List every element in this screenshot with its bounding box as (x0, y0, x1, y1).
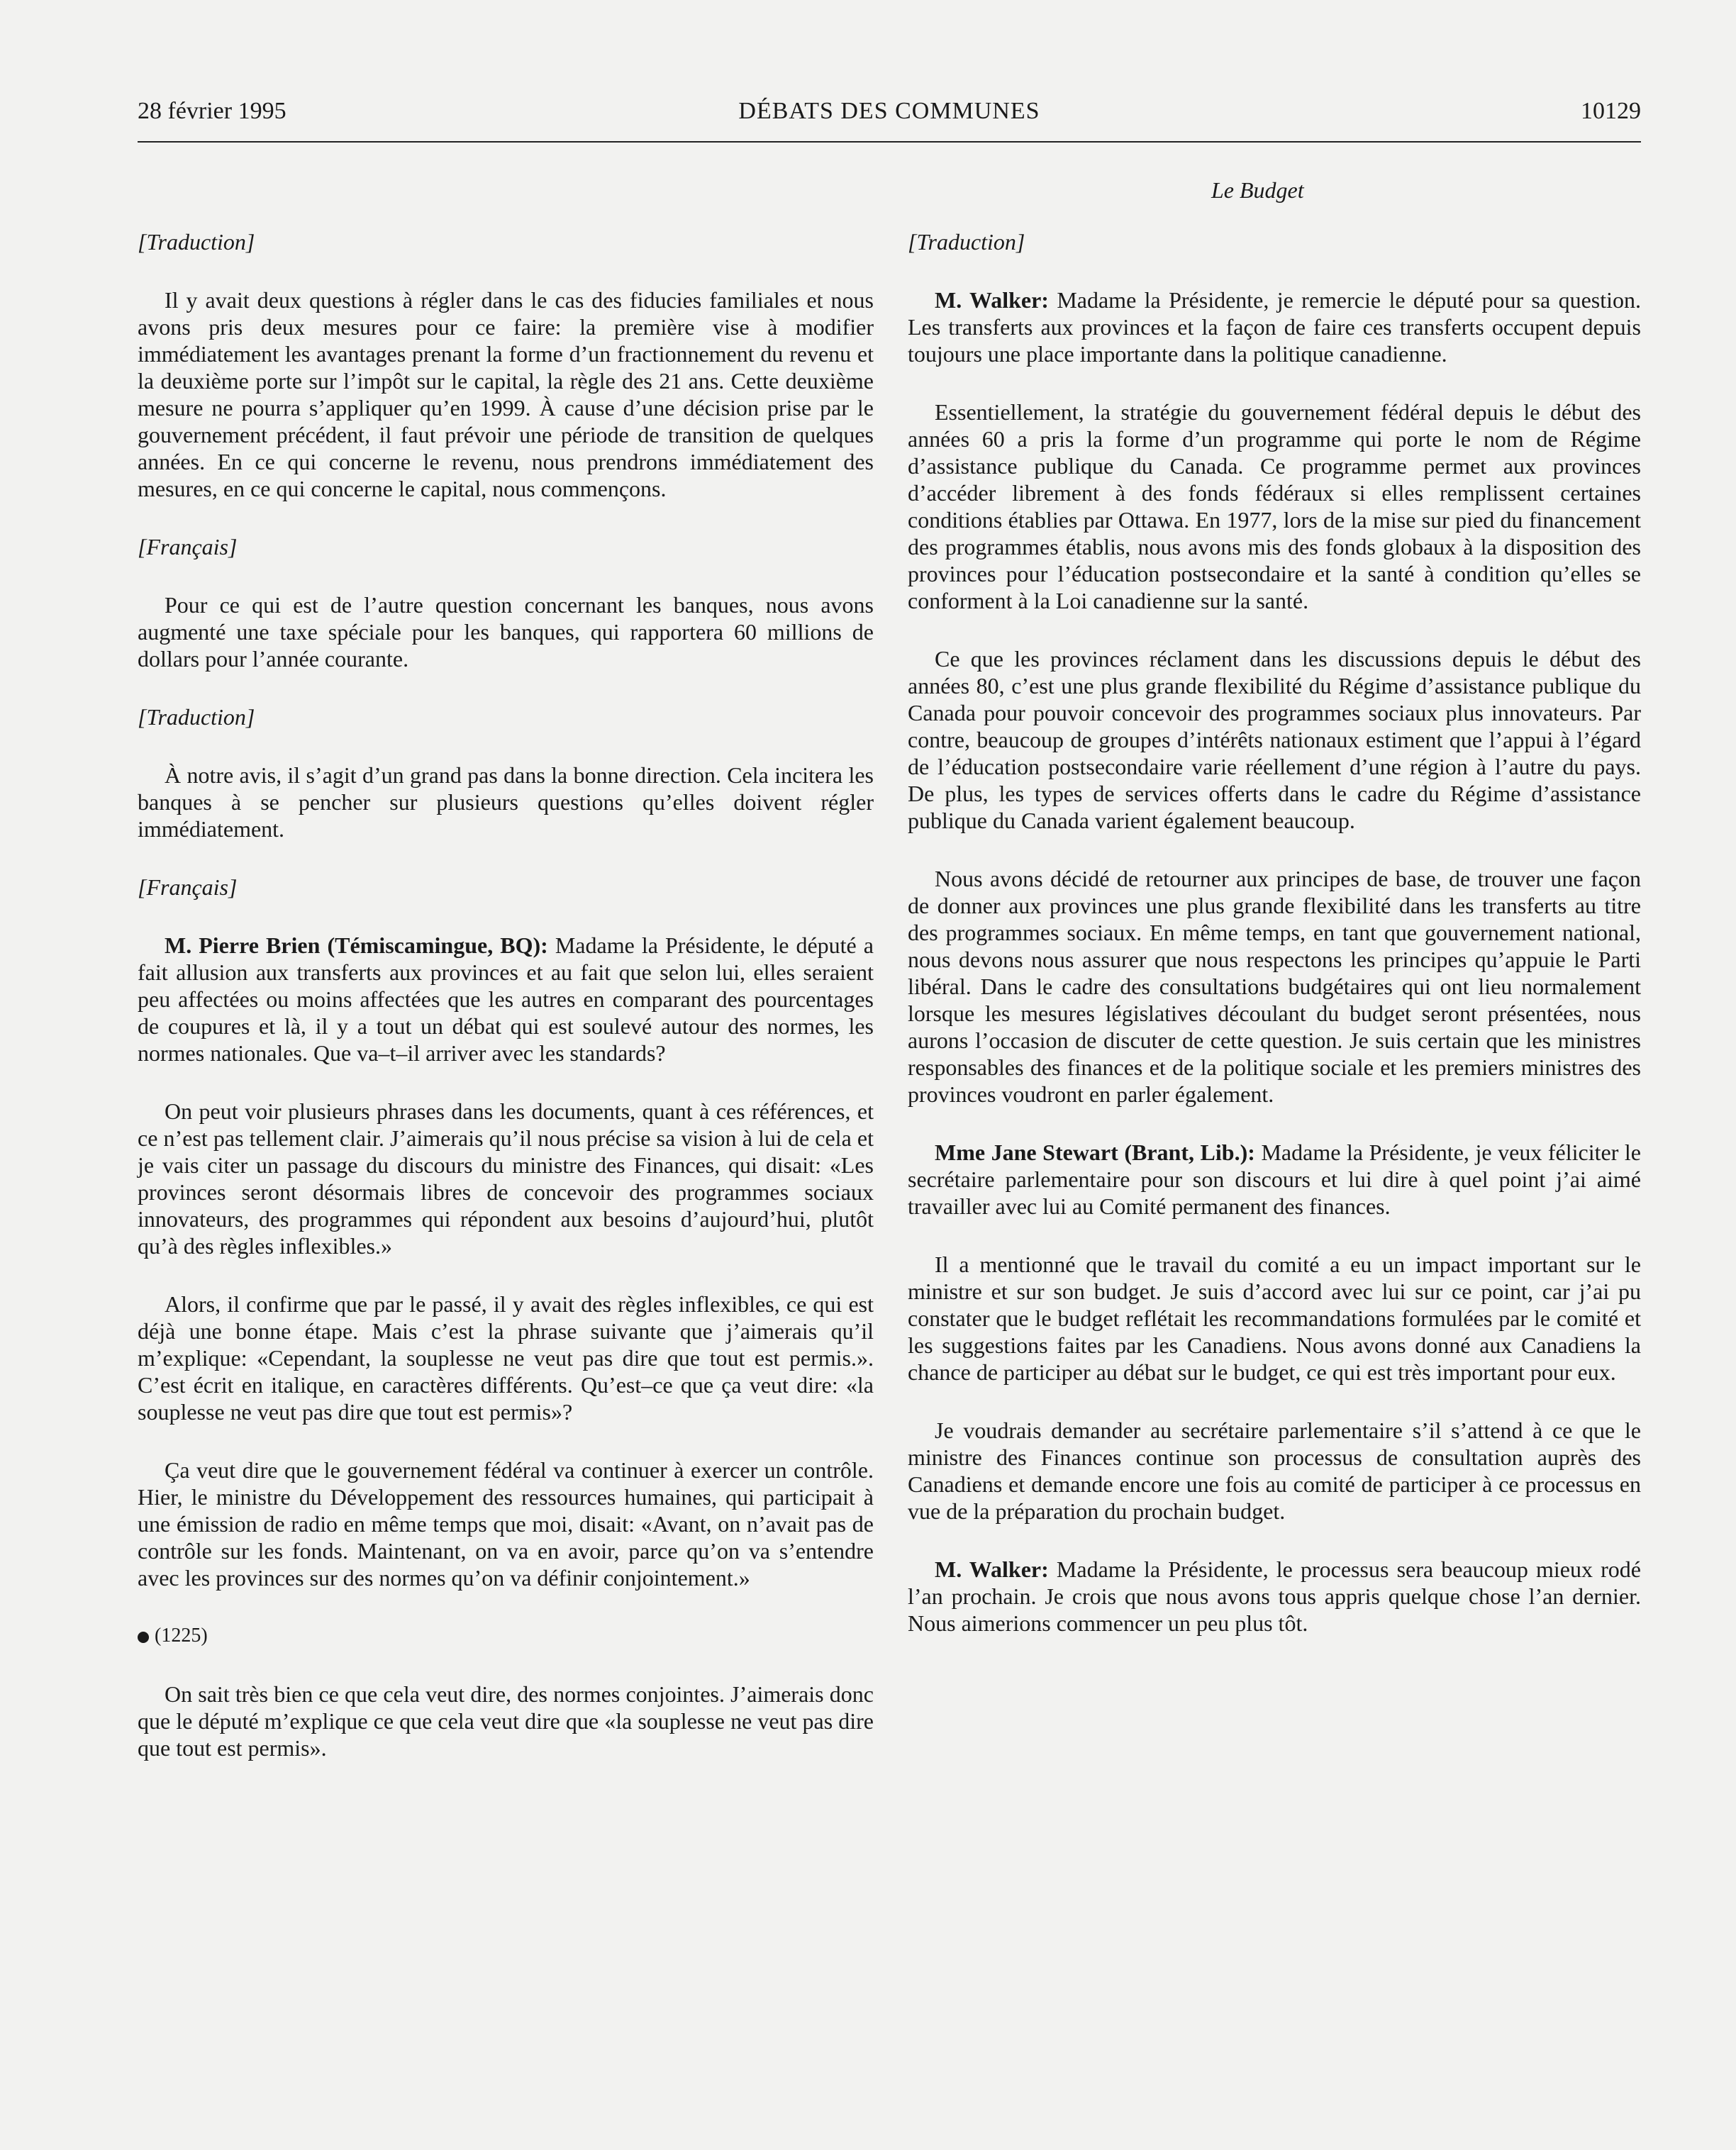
speech-paragraph (908, 1139, 1641, 1220)
speech-text: Madame la Présidente, le processus sera beaucoup mieux rodé l’an prochain. Je crois que nous avons tous appris quelque chose l’an dernier. Nous aimerions commencer un peu plus tôt. (908, 1556, 1641, 1636)
speaker-name: M. Pierre Brien (Témiscamingue, BQ): (165, 932, 548, 958)
speaker-name: M. Walker: (935, 287, 1049, 313)
body-paragraph: Il y avait deux questions à régler dans le cas des fiducies familiales et nous avons pris deux mesures pour ce faire: la première vise à modifier immédiatement les avantages prenant la forme d’un fractionnement du revenu et la deuxième porte sur l’impôt sur le capital, la règle des 21 ans. Cette deuxième mesure ne pourra s’appliquer qu’en 1999. À cause d’une décision prise par le gouvernement précédent, il faut prévoir une période de transition de quelques années. En ce qui concerne le revenu, nous prendrons immédiatement des mesures, en ce qui concerne le capital, nous commençons. (138, 287, 874, 501)
header-page-number: 10129 (1581, 98, 1641, 124)
time-marker (138, 1622, 874, 1649)
body-paragraph: Alors, il confirme que par le passé, il y avait des règles inflexibles, ce qui est déjà une bonne étape. Mais c’est la phrase suivante que j’aimerais qu’il m’explique: «Cependant, la souplesse ne veut pas dire que tout est permis.». C’est écrit en italique, en caractères différents. Qu’est–ce que ça veut dire: «la souplesse ne veut pas dire que tout est permis»? (138, 1291, 874, 1425)
header-date: 28 février 1995 (138, 98, 286, 124)
body-paragraph: Ça veut dire que le gouvernement fédéral va continuer à exercer un contrôle. Hier, le ministre du Développement des ressources humaines, qui participait à une émission de radio en même temps que moi, disait: «Avant, on n’avait pas de contrôle sur les fonds. Maintenant, on va en avoir, parce qu’on va s’entendre avec les provinces sur des normes qu’on va définir conjointement.» (138, 1457, 874, 1591)
left-column (138, 228, 874, 1793)
right-column (908, 228, 1641, 1668)
right-column-heading: Le Budget (1211, 177, 1304, 203)
body-paragraph: Essentiellement, la stratégie du gouvernement fédéral depuis le début des années 60 a pris la forme d’un programme qui porte le nom de Régime d’assistance publique du Canada. Ce programme permet aux provinces d’accéder librement à des fonds fédéraux si elles remplissent certaines conditions établies par Ottawa. En 1977, lors de la mise sur pied du financement des programmes établis, nous avons mis des fonds globaux à la disposition des provinces pour l’éducation postsecondaire et la santé à condition qu’elles se conforment à la Loi canadienne sur la santé. (908, 399, 1641, 613)
language-tag: [Traduction] (908, 229, 1025, 255)
speech-text: Madame la Présidente, le député a fait allusion aux transferts aux provinces et au fait que selon lui, elles seraient peu affectées ou moins affectées que les autres en comparant des pourcentages de coupures et là, il y a tout un débat qui est soulevé autour des normes, les normes nationales. Que va–t–il arriver avec les standards? (138, 932, 874, 1066)
header-publication-title: DÉBATS DES COMMUNES (738, 98, 1040, 124)
header-rule (138, 141, 1641, 143)
bullet-icon (138, 1632, 149, 1643)
speech-paragraph (908, 286, 1641, 367)
time-marker-text: (1225) (155, 1625, 208, 1647)
language-tag: [Français] (138, 874, 238, 900)
body-paragraph: À notre avis, il s’agit d’un grand pas dans la bonne direction. Cela incitera les banques à se pencher sur plusieurs questions qu’elles doivent régler immédiatement. (138, 762, 874, 842)
speech-text: Madame la Présidente, je veux féliciter le secrétaire parlementaire pour son discours et lui dire à quel point j’ai aimé travailler avec lui au Comité permanent des finances. (908, 1140, 1642, 1219)
body-paragraph: Ce que les provinces réclament dans les discussions depuis le début des années 80, c’est une plus grande flexibilité du Régime d’assistance publique du Canada pour pouvoir concevoir des programmes sociaux plus innovateurs. Par contre, beaucoup de groupes d’intérêts nationaux estiment que l’appui à l’égard de l’éducation postsecondaire varie réellement d’une région à l’autre du pays. De plus, les types de services offerts dans le cadre du Régime d’assistance publique du Canada varient également beaucoup. (908, 646, 1641, 833)
language-tag: [Traduction] (138, 704, 255, 730)
speaker-name: M. Walker: (935, 1556, 1049, 1582)
language-tag: [Français] (138, 534, 238, 559)
body-paragraph: Je voudrais demander au secrétaire parlementaire s’il s’attend à ce que le ministre des Finances continue son processus de consultation auprès des Canadiens et demande encore une fois au comité de participer à ce processus en vue de la préparation du prochain budget. (908, 1417, 1641, 1524)
page-header (138, 98, 1641, 140)
body-paragraph: On peut voir plusieurs phrases dans les documents, quant à ces références, et ce n’est pas tellement clair. J’aimerais qu’il nous précise sa vision à lui de cela et je vais citer un passage du discours du ministre des Finances, qui disait: «Les provinces seront désormais libres de concevoir des programmes sociaux innovateurs, des programmes qui répondent aux besoins d’aujourd’hui, plutôt qu’à des règles inflexibles.» (138, 1098, 874, 1259)
speech-paragraph (138, 932, 874, 1066)
speech-text: Madame la Présidente, je remercie le député pour sa question. Les transferts aux provinces et la façon de faire ces transferts occupent depuis toujours une place importante dans la politique canadienne. (908, 287, 1642, 367)
speaker-name: Mme Jane Stewart (Brant, Lib.): (935, 1140, 1255, 1165)
language-tag: [Traduction] (138, 229, 255, 255)
body-paragraph: Il a mentionné que le travail du comité a eu un impact important sur le ministre et sur son budget. Je suis d’accord avec lui sur ce point, car j’ai pu constater que le budget reflétait les recommandations formulées par le comité et les suggestions faites par les Canadiens. Nous avons donné aux Canadiens la chance de participer au débat sur le budget, ce qui est très important pour eux. (908, 1252, 1641, 1385)
body-paragraph: Pour ce qui est de l’autre question concernant les banques, nous avons augmenté une taxe spéciale pour les banques, qui rapportera 60 millions de dollars pour l’année courante. (138, 592, 874, 672)
speech-paragraph (908, 1556, 1641, 1637)
body-paragraph: Nous avons décidé de retourner aux principes de base, de trouver une façon de donner aux provinces une plus grande flexibilité dans les transferts au titre des programmes sociaux. En même temps, en tant que gouvernement national, nous devons nous assurer que nous respectons les principes qu’appuie le Parti libéral. Dans le cadre des consultations budgétaires qui ont lieu normalement lorsque les mesures législatives découlant du budget seront présentées, nous aurons l’occasion de discuter de cette question. Je suis certain que les ministres responsables des finances et de la politique sociale et les premiers ministres des provinces voudront en parler également. (908, 866, 1641, 1107)
body-paragraph: On sait très bien ce que cela veut dire, des normes conjointes. J’aimerais donc que le député m’explique ce que cela veut dire que «la souplesse ne veut pas dire que tout est permis». (138, 1681, 874, 1761)
